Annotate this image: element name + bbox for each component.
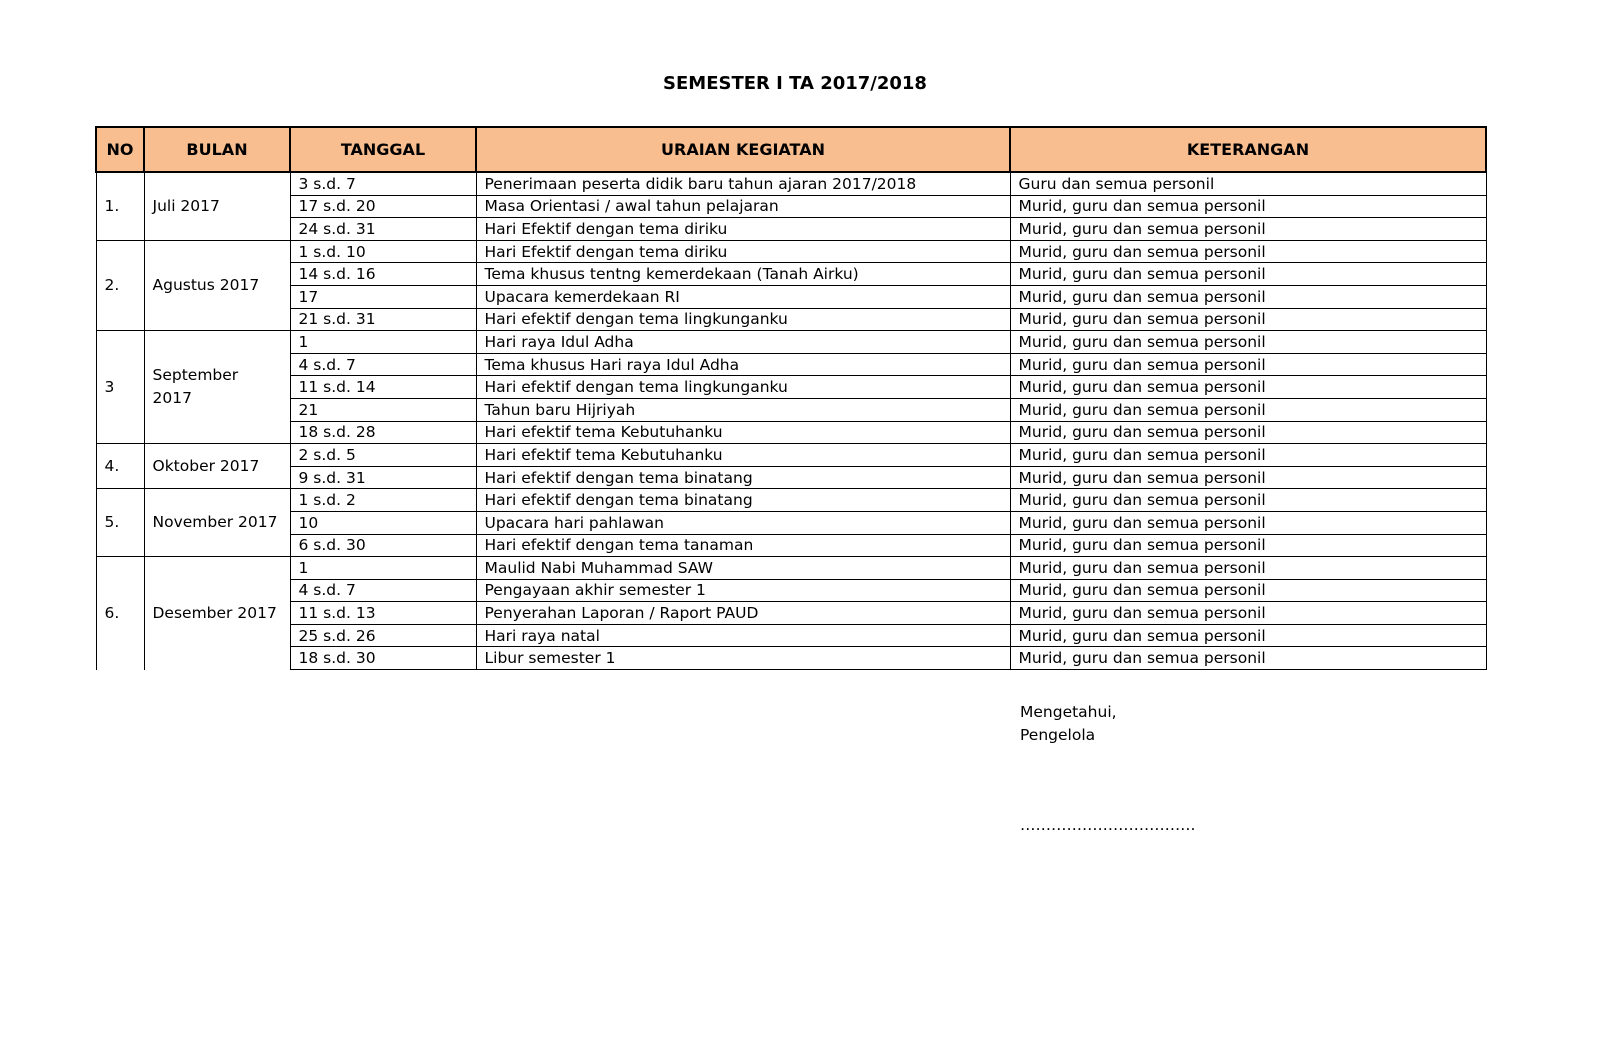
signature-role: Pengelola — [1020, 726, 1096, 744]
row-keterangan: Murid, guru dan semua personil — [1010, 421, 1486, 444]
row-bulan: November 2017 — [144, 489, 290, 557]
table-row — [96, 444, 1486, 467]
row-uraian: Libur semester 1 — [476, 647, 1010, 670]
row-bulan: September 2017 — [144, 331, 290, 444]
row-tanggal: 17 — [290, 285, 476, 308]
row-keterangan: Murid, guru dan semua personil — [1010, 263, 1486, 286]
table-row — [96, 376, 1486, 399]
row-uraian: Upacara kemerdekaan RI — [476, 285, 1010, 308]
row-uraian: Hari raya natal — [476, 624, 1010, 647]
row-tanggal: 3 s.d. 7 — [290, 172, 476, 195]
table-row — [96, 466, 1486, 489]
row-uraian: Upacara hari pahlawan — [476, 511, 1010, 534]
row-uraian: Hari Efektif dengan tema diriku — [476, 240, 1010, 263]
row-bulan: Oktober 2017 — [144, 444, 290, 489]
row-no: 4. — [96, 444, 144, 489]
row-uraian: Hari efektif tema Kebutuhanku — [476, 421, 1010, 444]
row-keterangan: Murid, guru dan semua personil — [1010, 285, 1486, 308]
row-uraian: Masa Orientasi / awal tahun pelajaran — [476, 195, 1010, 218]
row-tanggal: 17 s.d. 20 — [290, 195, 476, 218]
row-no: 2. — [96, 240, 144, 330]
row-no: 3 — [96, 331, 144, 444]
row-no: 1. — [96, 172, 144, 240]
row-uraian: Hari efektif dengan tema lingkunganku — [476, 376, 1010, 399]
row-keterangan: Murid, guru dan semua personil — [1010, 602, 1486, 625]
signature-blank-line: ……………………………. — [1020, 816, 1196, 834]
header-keterangan: KETERANGAN — [1010, 127, 1486, 172]
table-row — [96, 263, 1486, 286]
row-keterangan: Murid, guru dan semua personil — [1010, 308, 1486, 331]
row-tanggal: 21 s.d. 31 — [290, 308, 476, 331]
row-no: 5. — [96, 489, 144, 557]
row-tanggal: 18 s.d. 28 — [290, 421, 476, 444]
table-row — [96, 172, 1486, 195]
row-keterangan: Murid, guru dan semua personil — [1010, 534, 1486, 557]
row-uraian: Penerimaan peserta didik baru tahun ajaran 2017/2018 — [476, 172, 1010, 195]
table-row — [96, 602, 1486, 625]
table-row — [96, 489, 1486, 512]
row-keterangan: Murid, guru dan semua personil — [1010, 511, 1486, 534]
row-tanggal: 6 s.d. 30 — [290, 534, 476, 557]
row-uraian: Tema khusus tentng kemerdekaan (Tanah Airku) — [476, 263, 1010, 286]
row-uraian: Hari efektif dengan tema tanaman — [476, 534, 1010, 557]
row-keterangan: Murid, guru dan semua personil — [1010, 218, 1486, 241]
row-tanggal: 10 — [290, 511, 476, 534]
row-tanggal: 11 s.d. 13 — [290, 602, 476, 625]
table-row — [96, 308, 1486, 331]
row-keterangan: Murid, guru dan semua personil — [1010, 240, 1486, 263]
row-tanggal: 1 — [290, 331, 476, 354]
row-uraian: Hari efektif dengan tema binatang — [476, 466, 1010, 489]
row-keterangan: Murid, guru dan semua personil — [1010, 489, 1486, 512]
row-keterangan: Murid, guru dan semua personil — [1010, 398, 1486, 421]
document-title: SEMESTER I TA 2017/2018 — [663, 73, 927, 94]
row-bulan: Desember 2017 — [144, 557, 290, 670]
row-keterangan: Murid, guru dan semua personil — [1010, 331, 1486, 354]
table-row — [96, 218, 1486, 241]
row-tanggal: 14 s.d. 16 — [290, 263, 476, 286]
row-uraian: Tema khusus Hari raya Idul Adha — [476, 353, 1010, 376]
table-row — [96, 511, 1486, 534]
row-uraian: Hari efektif dengan tema lingkunganku — [476, 308, 1010, 331]
table-body — [96, 172, 1486, 670]
table-row — [96, 557, 1486, 580]
activity-table — [95, 126, 1487, 670]
row-keterangan: Murid, guru dan semua personil — [1010, 579, 1486, 602]
row-keterangan: Murid, guru dan semua personil — [1010, 444, 1486, 467]
row-keterangan: Murid, guru dan semua personil — [1010, 466, 1486, 489]
row-tanggal: 24 s.d. 31 — [290, 218, 476, 241]
row-uraian: Hari efektif tema Kebutuhanku — [476, 444, 1010, 467]
table-header-row — [96, 127, 1486, 172]
row-tanggal: 18 s.d. 30 — [290, 647, 476, 670]
row-no: 6. — [96, 557, 144, 670]
table-row — [96, 534, 1486, 557]
row-uraian: Hari raya Idul Adha — [476, 331, 1010, 354]
header-uraian: URAIAN KEGIATAN — [476, 127, 1010, 172]
row-tanggal: 1 s.d. 10 — [290, 240, 476, 263]
signature-mengetahui: Mengetahui, — [1020, 703, 1117, 721]
row-uraian: Pengayaan akhir semester 1 — [476, 579, 1010, 602]
row-uraian: Maulid Nabi Muhammad SAW — [476, 557, 1010, 580]
table-row — [96, 579, 1486, 602]
table-row — [96, 240, 1486, 263]
row-tanggal: 21 — [290, 398, 476, 421]
table-row — [96, 195, 1486, 218]
row-uraian: Tahun baru Hijriyah — [476, 398, 1010, 421]
row-keterangan: Murid, guru dan semua personil — [1010, 195, 1486, 218]
table-row — [96, 331, 1486, 354]
row-tanggal: 4 s.d. 7 — [290, 579, 476, 602]
row-tanggal: 1 s.d. 2 — [290, 489, 476, 512]
table-row — [96, 421, 1486, 444]
row-tanggal: 4 s.d. 7 — [290, 353, 476, 376]
row-uraian: Hari efektif dengan tema binatang — [476, 489, 1010, 512]
row-keterangan: Guru dan semua personil — [1010, 172, 1486, 195]
table-row — [96, 624, 1486, 647]
row-tanggal: 11 s.d. 14 — [290, 376, 476, 399]
row-tanggal: 25 s.d. 26 — [290, 624, 476, 647]
row-uraian: Penyerahan Laporan / Raport PAUD — [476, 602, 1010, 625]
row-keterangan: Murid, guru dan semua personil — [1010, 557, 1486, 580]
header-bulan: BULAN — [144, 127, 290, 172]
row-bulan: Agustus 2017 — [144, 240, 290, 330]
table-row — [96, 353, 1486, 376]
row-keterangan: Murid, guru dan semua personil — [1010, 647, 1486, 670]
table-row — [96, 398, 1486, 421]
table-row — [96, 285, 1486, 308]
header-no: NO — [96, 127, 144, 172]
row-keterangan: Murid, guru dan semua personil — [1010, 353, 1486, 376]
row-tanggal: 2 s.d. 5 — [290, 444, 476, 467]
row-bulan: Juli 2017 — [144, 172, 290, 240]
header-tanggal: TANGGAL — [290, 127, 476, 172]
row-keterangan: Murid, guru dan semua personil — [1010, 624, 1486, 647]
row-tanggal: 1 — [290, 557, 476, 580]
table-row — [96, 647, 1486, 670]
row-tanggal: 9 s.d. 31 — [290, 466, 476, 489]
row-uraian: Hari Efektif dengan tema diriku — [476, 218, 1010, 241]
row-keterangan: Murid, guru dan semua personil — [1010, 376, 1486, 399]
